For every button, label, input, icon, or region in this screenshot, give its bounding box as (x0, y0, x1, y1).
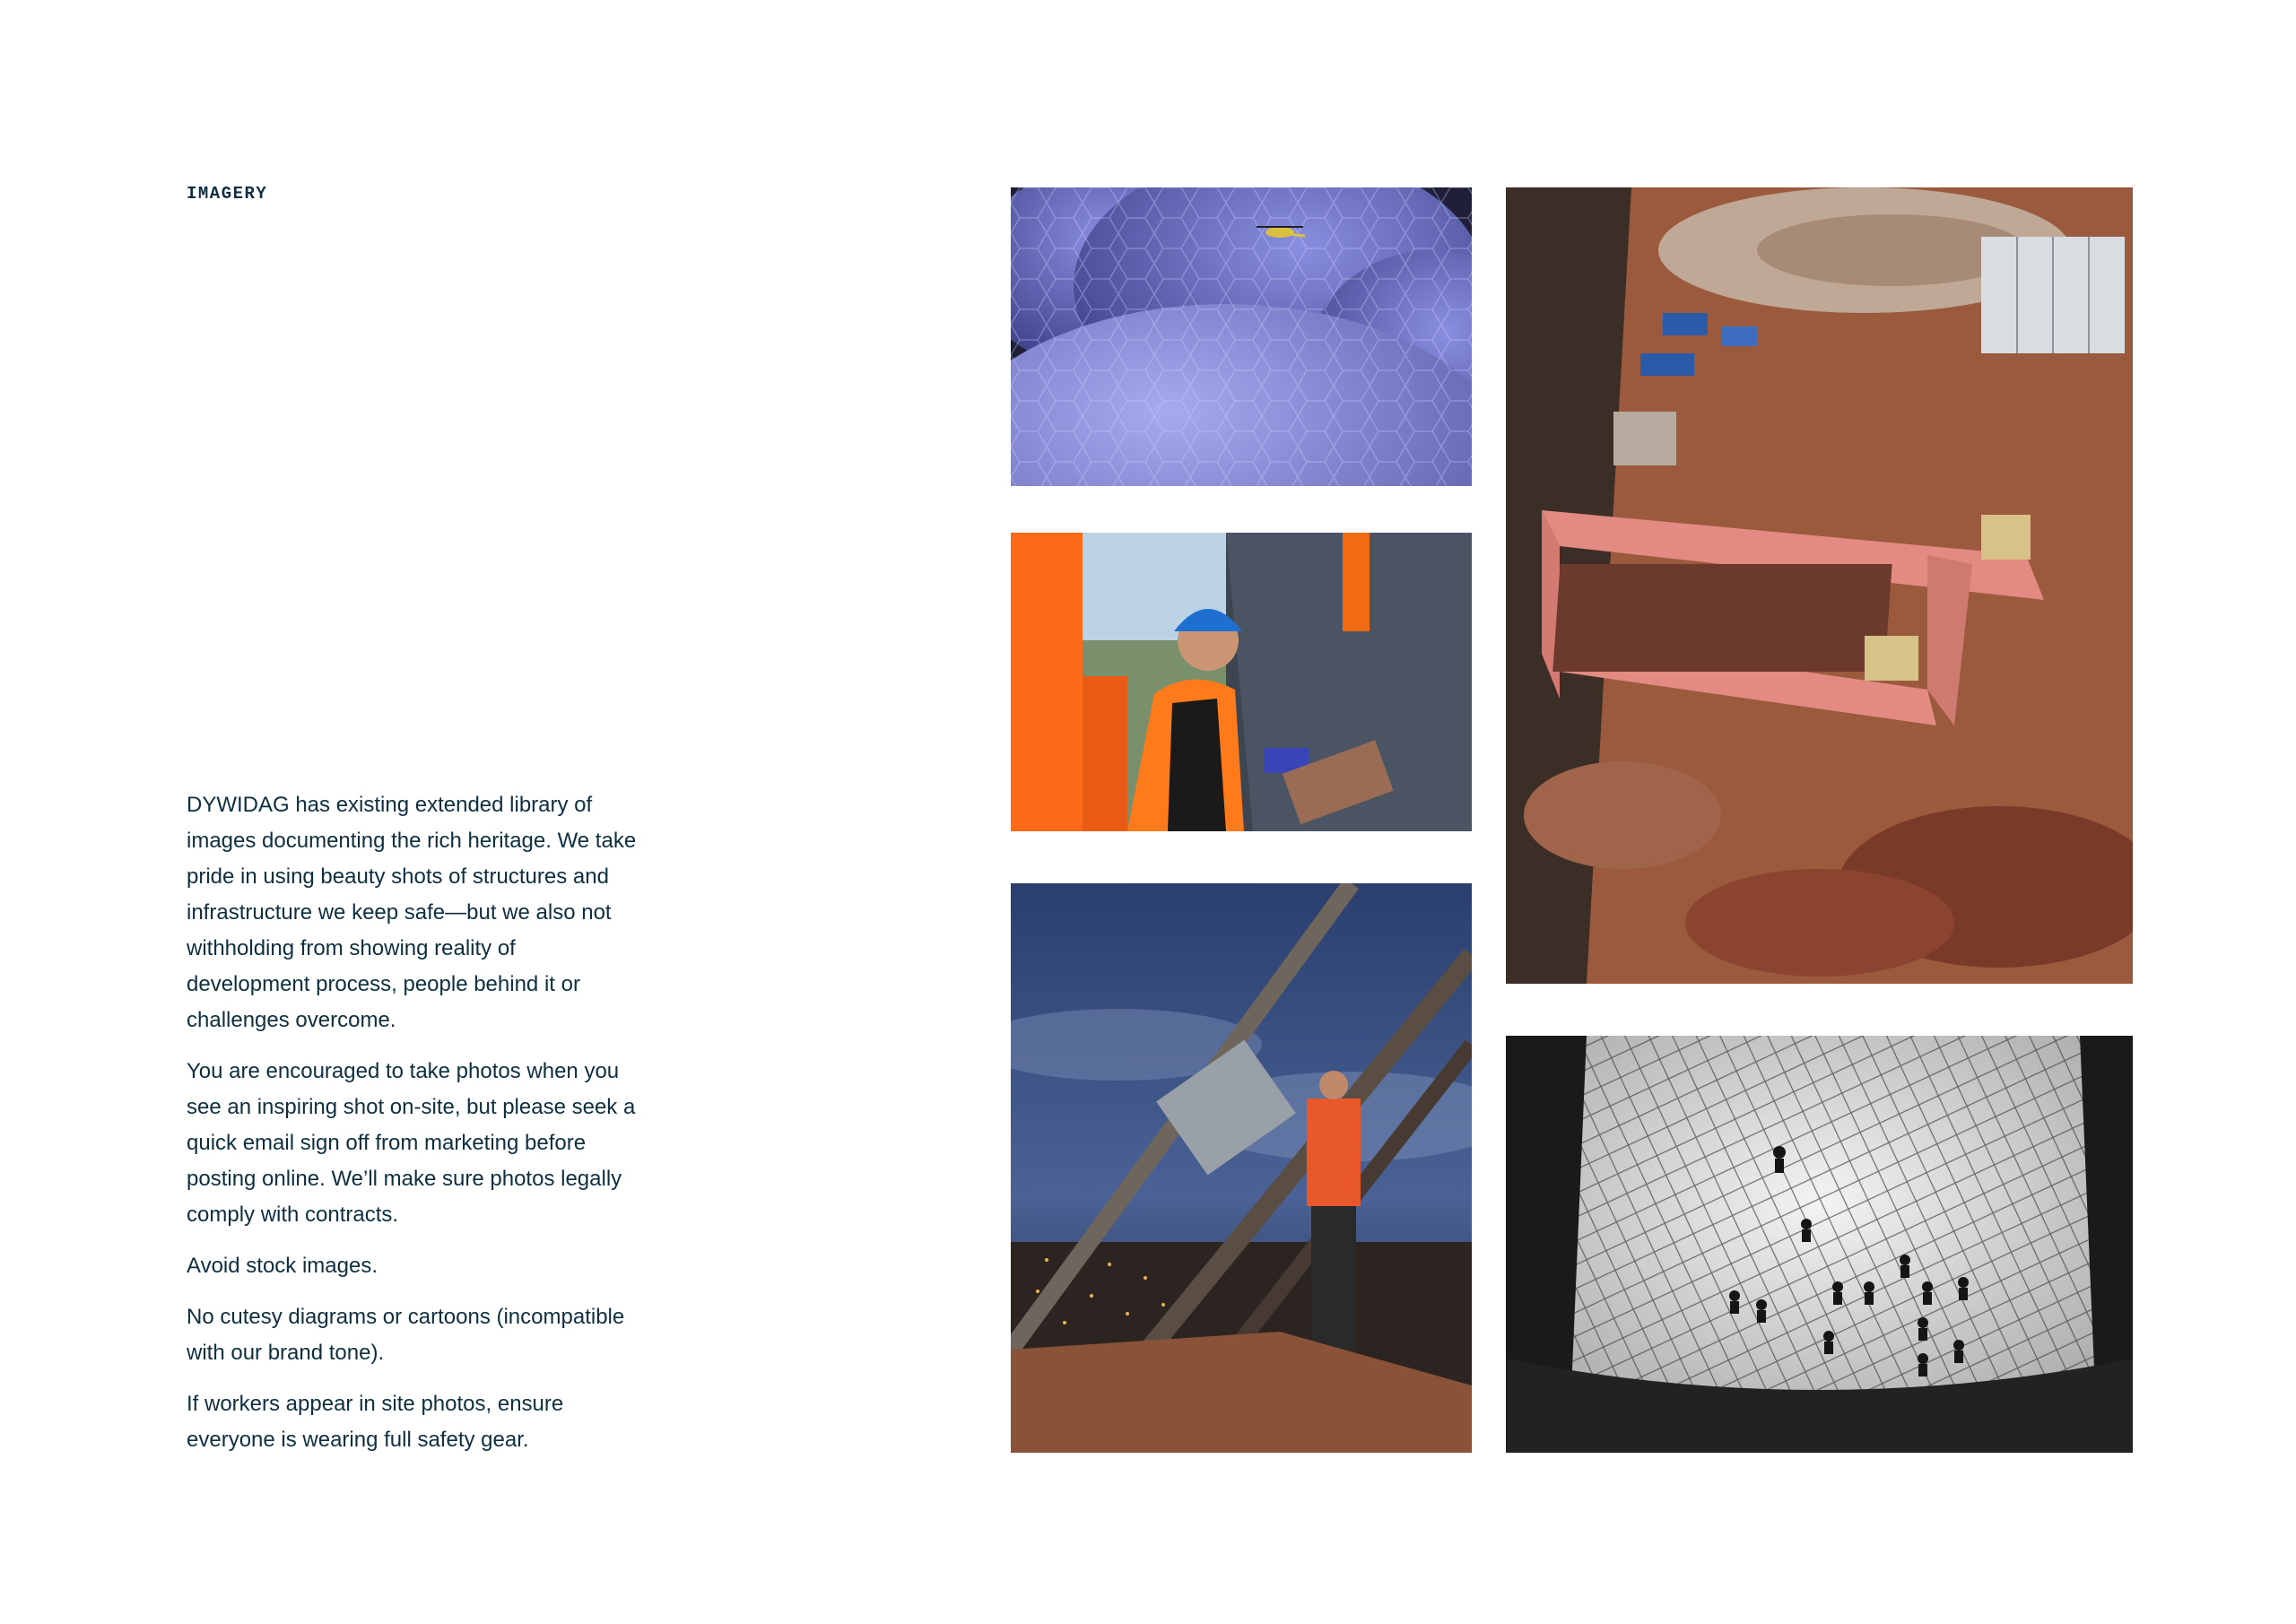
paragraph-safety-gear: If workers appear in site photos, ensure everyone is wearing full safety gear. (187, 1392, 564, 1452)
photo-aerial-construction-site (1506, 187, 2133, 984)
paragraph-stock-images: Avoid stock images. (187, 1254, 378, 1278)
paragraph-diagrams: No cutesy diagrams or cartoons (incompatible with our brand tone). (187, 1305, 625, 1365)
photo-geodesic-domes (1011, 187, 1472, 486)
paragraph-photo-guidance: You are encouraged to take photos when you see an inspiring shot on-site, but please seek a quick email sign off from marketing before posting online. We’ll make sure photos legally comply with contracts. (187, 1059, 636, 1227)
photo-lattice-roof-workers (1506, 1036, 2133, 1453)
body-text (187, 787, 644, 1473)
photo-worker-hardhat (1011, 533, 1472, 831)
section-label: IMAGERY (187, 184, 268, 204)
photo-night-cable-rig (1011, 883, 1472, 1453)
paragraph-library: DYWIDAG has existing extended library of images documenting the rich heritage. We take pride in using beauty shots of structures and infrastructure we keep safe—but we also not withholding from showing reality of development process, people behind it or challenges overcome. (187, 793, 637, 1032)
